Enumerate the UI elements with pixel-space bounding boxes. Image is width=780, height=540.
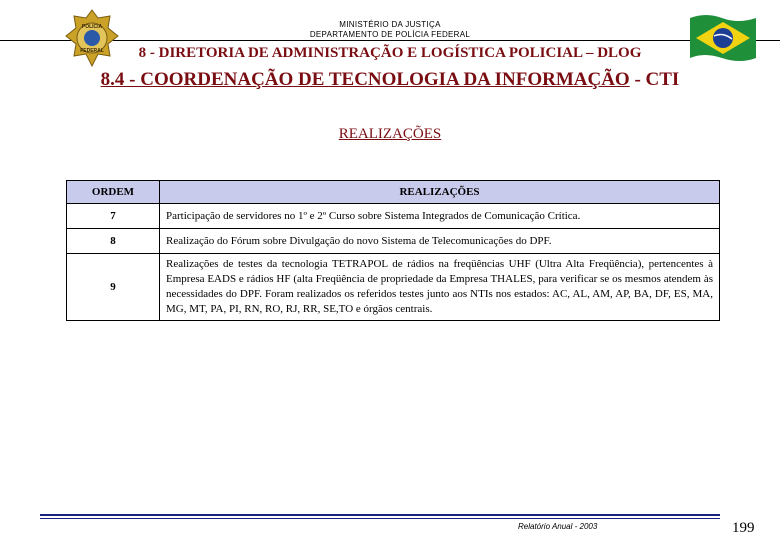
ministry-text: MINISTÉRIO DA JUSTIÇA (339, 20, 441, 29)
row-text: Realização do Fórum sobre Divulgação do novo Sistema de Telecomunicações do DPF. (160, 229, 720, 254)
section-title: REALIZAÇÕES (338, 126, 442, 142)
directorate-title: 8 - DIRETORIA DE ADMINISTRAÇÃO E LOGÍSTICA POLICIAL – DLOG (138, 45, 642, 61)
department-text: DEPARTAMENTO DE POLÍCIA FEDERAL (309, 30, 471, 39)
table-row (67, 229, 720, 254)
row-order: 7 (67, 204, 160, 229)
row-text: Realizações de testes da tecnologia TETRAPOL de rádios na freqüências UHF (Ultra Alta Freqüência), pertencentes à Empresa EADS e rádios HF (alta Freqüência de propriedade da Empresa THALES, para verificar se os mesmos atendem às necessidades do DPF. Foram realizados os referidos testes junto aos NTIs nos estados: AC, AL, AM, AP, BA, DF, ES, MA, MG, MT, PA, PI, RN, RO, RJ, RR, SE,TO e órgãos centrais. (160, 254, 720, 321)
logo-text-top: POLÍCIA (81, 24, 103, 30)
report-label: Relatório Anual - 2003 (518, 522, 598, 531)
column-header-achievements: REALIZAÇÕES (160, 181, 720, 204)
achievements-table (66, 180, 720, 321)
table-row (67, 204, 720, 229)
table-row (67, 254, 720, 321)
page-number: 199 (732, 520, 755, 536)
footer-rule-thin (40, 518, 720, 519)
row-order: 8 (67, 229, 160, 254)
coordination-title (0, 69, 780, 91)
logo-text-bottom: FEDERAL (80, 48, 104, 54)
column-header-order: ORDEM (67, 181, 160, 204)
row-text: Participação de servidores no 1º e 2º Curso sobre Sistema Integrados de Comunicação Crítica. (160, 204, 720, 229)
coordination-title-suffix: - CTI (629, 69, 680, 90)
row-order: 9 (67, 254, 160, 321)
coordination-title-main: 8.4 - COORDENAÇÃO DE TECNOLOGIA DA INFORMAÇÃO (100, 69, 630, 90)
footer-rule (40, 514, 720, 516)
table-header-row (67, 181, 720, 204)
